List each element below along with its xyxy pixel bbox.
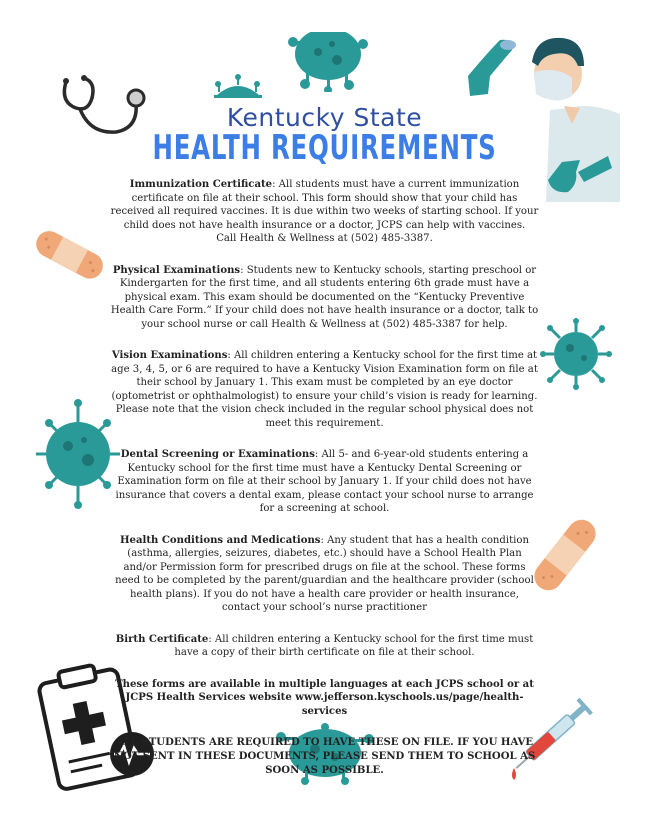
section-heading: Birth Certificate: [115, 633, 209, 645]
virus-icon: [540, 318, 612, 390]
section-heading: Physical Examinations: [112, 264, 241, 276]
section-birth-certificate: [110, 633, 539, 660]
section-dental: [110, 448, 539, 516]
section-heading: Immunization Certificate: [129, 179, 273, 190]
section-immunization: [110, 178, 539, 246]
section-heading: Vision Examinations: [111, 350, 228, 361]
section-heading: Dental Screening or Examinations: [120, 449, 315, 460]
virus-icon: [212, 74, 264, 100]
closing-notice: ALL STUDENTS ARE REQUIRED TO HAVE THESE ON FILE. IF YOU HAVE NOT SENT IN THESE DOCUMENTS, PLEASE SEND THEM TO SCHOOL AS SOON AS POSSIBLE.: [113, 737, 536, 776]
virus-icon: [285, 32, 371, 92]
page-title-line2: HEALTH REQUIREMENTS: [152, 128, 497, 168]
languages-note: These forms are available in multiple languages at each JCPS school or at JCPS Health Services website www.jefferson.kyschools.us/page/health-services: [115, 678, 534, 717]
section-heading: Health Conditions and Medications: [120, 534, 321, 546]
requirements-list: [110, 178, 539, 778]
bandage-icon: [30, 222, 110, 286]
virus-icon: [36, 398, 120, 510]
section-vision: [110, 349, 539, 430]
section-body: : All 5- and 6-year-old students entering a Kentucky school for the first time must have a Kentucky Dental Screening or Examination form on file at their school by January 1. If your child does not have insurance that covers a dental exam, please contact your school nurse to arrange for a screening at school.: [115, 449, 534, 514]
section-body: : Any student that has a health condition (asthma, allergies, seizures, diabetes, etc.) should have a School Health Plan and/or Permission form for prescribed drugs on file at the school. These forms need to be completed by the parent/guardian and the healthcare provider (school health plans). If you do not have a health care provider or health insurance, contact your school’s nurse practitioner: [115, 534, 534, 613]
page-title-line1: Kentucky State: [226, 103, 423, 132]
section-body: : All children entering a Kentucky school for the first time must have a copy of their birth certificate on file at their school.: [174, 633, 534, 658]
section-extra: Call Health & Wellness at (502) 485-3387.: [216, 233, 433, 244]
section-body: : Students new to Kentucky schools, starting preschool or Kindergarten for the first time, and all students entering 6th grade must have a physical exam. This exam should be documented on the “Kentucky Preventive Health Care Form.” If your child does not have health insurance or a doctor, talk to your school nurse or call Health & Wellness at (502) 485-3387 for help.: [110, 264, 539, 330]
section-health-conditions: [110, 534, 539, 615]
section-physical: [110, 264, 539, 332]
section-body: : All children entering a Kentucky school for the first time at age 3, 4, 5, or 6 are required to have a Kentucky Vision Examination form on file at their school by January 1. This exam must be completed by an eye doctor (optometrist or ophthalmologist) to ensure your child’s vision is ready for learning. Please note that the vision check included in the regular school physical does not meet this requirement.: [111, 350, 538, 429]
section-body: : All students must have a current immunization certificate on file at their school. This form should show that your child has received all required vaccines. It is due within two weeks of starting school. If your child does not have health insurance or a doctor, JCPS can help with vaccines.: [110, 179, 539, 231]
